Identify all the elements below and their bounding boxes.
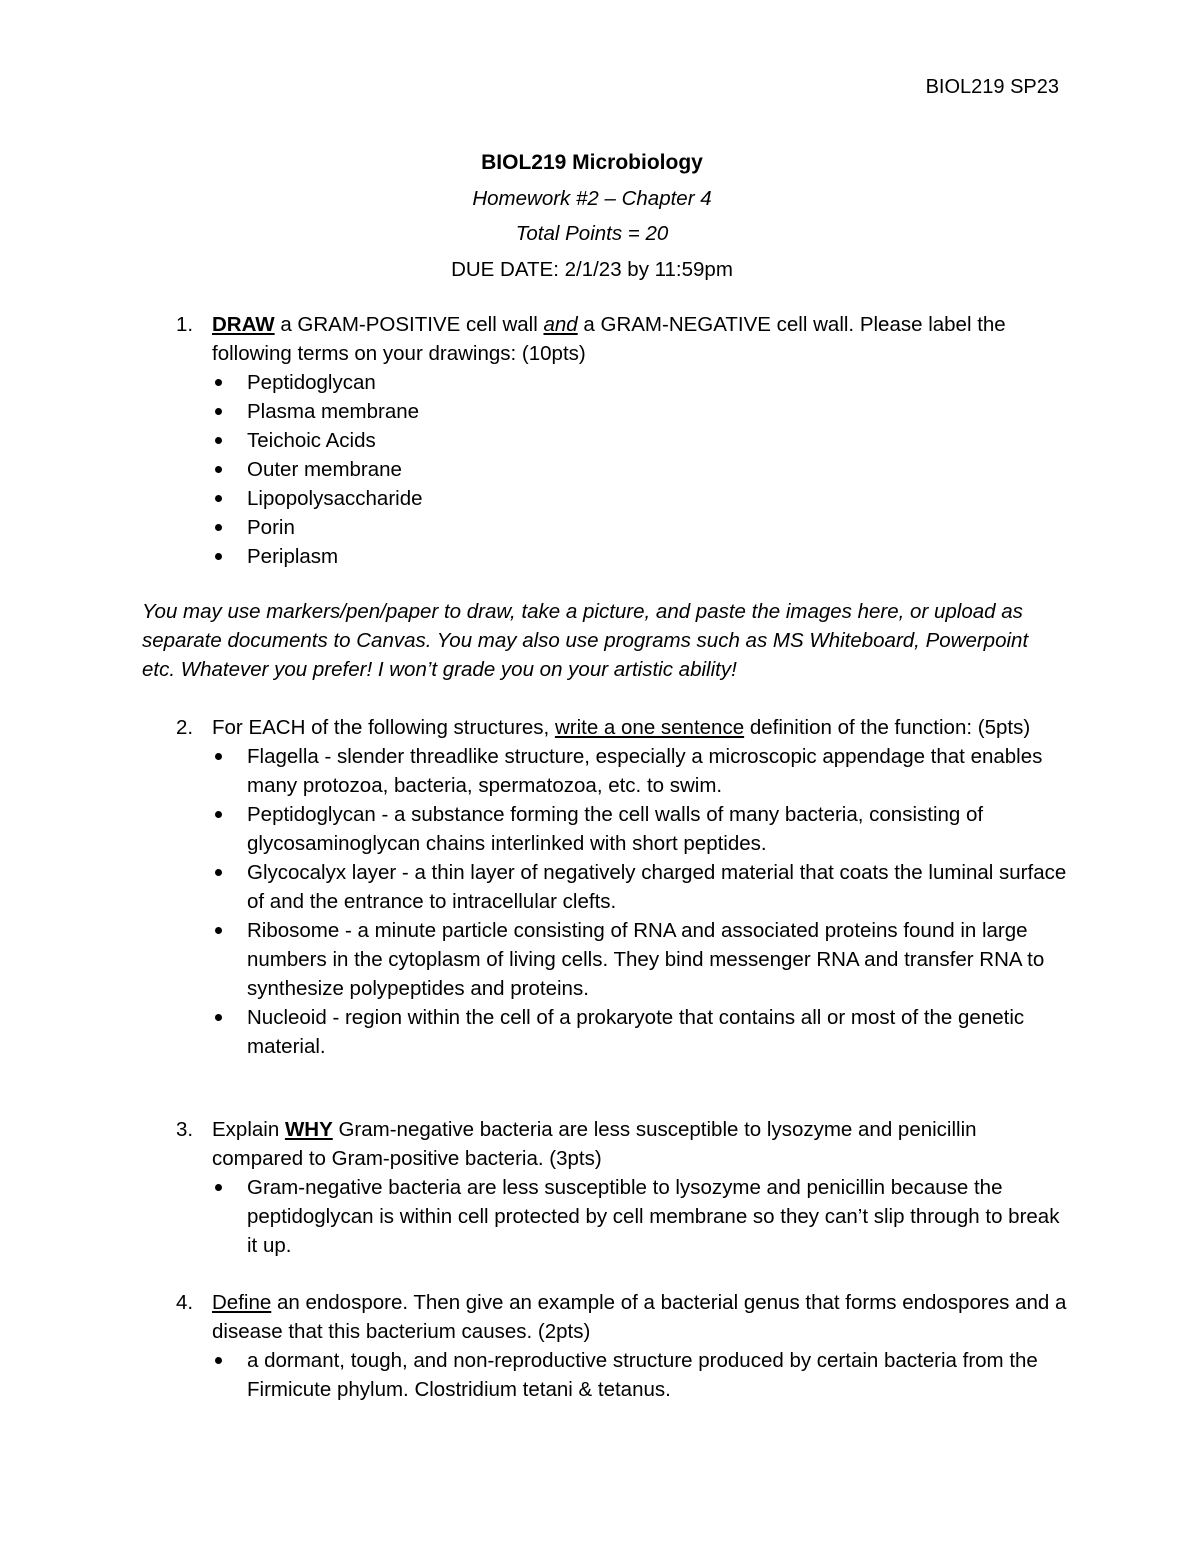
question-1 — [0, 310, 1200, 571]
prompt-text: For EACH of the following structures, — [212, 716, 555, 739]
question-number: 3. — [176, 1118, 194, 1141]
answer-list — [0, 742, 1200, 1061]
question-2-prompt — [0, 713, 1200, 742]
instruction-note — [0, 597, 1200, 684]
list-item: Periplasm — [247, 542, 1070, 571]
prompt-text: a GRAM-POSITIVE cell wall — [274, 313, 544, 336]
emphasis-underline: write a one sentence — [554, 716, 745, 739]
question-3-prompt — [0, 1115, 1200, 1173]
emphasis-define: Define — [212, 1291, 272, 1314]
list-item: Teichoic Acids — [247, 426, 1070, 455]
list-item: Glycocalyx layer - a thin layer of negatively charged material that coats the luminal surface of and the entrance to intracellular clefts. — [247, 858, 1070, 916]
total-points: Total Points = 20 — [515, 222, 669, 245]
term-list — [0, 368, 1200, 571]
prompt-text: definition of the function: (5pts) — [744, 716, 1031, 739]
answer-list — [0, 1173, 1200, 1260]
question-number: 4. — [176, 1291, 194, 1314]
list-item: Gram-negative bacteria are less susceptible to lysozyme and penicillin because the peptidoglycan is within cell protected by cell membrane so they can’t slip through to break it up. — [247, 1173, 1070, 1260]
list-item: Flagella - slender threadlike structure, especially a microscopic appendage that enables many protozoa, bacteria, spermatozoa, etc. to swim. — [247, 742, 1070, 800]
list-item: Porin — [247, 513, 1070, 542]
question-number: 2. — [176, 716, 194, 739]
emphasis-why: WHY — [284, 1118, 333, 1141]
question-1-prompt — [0, 310, 1200, 368]
list-item: Peptidoglycan — [247, 368, 1070, 397]
list-item: Ribosome - a minute particle consisting of RNA and associated proteins found in large numbers in the cytoplasm of living cells. They bind messenger RNA and transfer RNA to synthesize polypeptides and proteins. — [247, 916, 1070, 1003]
list-item: Outer membrane — [247, 455, 1070, 484]
question-4 — [0, 1288, 1200, 1404]
list-item: Lipopolysaccharide — [247, 484, 1070, 513]
page-header: BIOL219 SP23 — [925, 76, 1059, 98]
question-number: 1. — [176, 313, 194, 336]
list-item: Plasma membrane — [247, 397, 1070, 426]
title-block — [0, 145, 1184, 287]
answer-list — [0, 1346, 1200, 1404]
list-item: a dormant, tough, and non-reproductive structure produced by certain bacteria from the Firmicute phylum. Clostridium tetani & tetanus. — [247, 1346, 1070, 1404]
question-2 — [0, 713, 1200, 1061]
list-item: Peptidoglycan - a substance forming the cell walls of many bacteria, consisting of glycosaminoglycan chains interlinked with short peptides. — [247, 800, 1070, 858]
list-item: Nucleoid - region within the cell of a prokaryote that contains all or most of the genetic material. — [247, 1003, 1070, 1061]
prompt-text: Gram-negative bacteria are less susceptible to lysozyme and penicillin compared to Gram-positive bacteria. (3pts) — [212, 1118, 977, 1170]
emphasis-draw: DRAW — [212, 313, 275, 336]
course-title: BIOL219 Microbiology — [481, 151, 703, 174]
prompt-text: a GRAM-NEGATIVE cell wall. Please label the following terms on your drawings: (10pts) — [212, 313, 1006, 365]
question-3 — [0, 1115, 1200, 1260]
homework-subtitle: Homework #2 – Chapter 4 — [472, 186, 712, 210]
prompt-text: Explain — [212, 1118, 285, 1141]
prompt-text: an endospore. Then give an example of a bacterial genus that forms endospores and a disease that this bacterium causes. (2pts) — [212, 1291, 1067, 1343]
emphasis-and: and — [543, 313, 578, 336]
note-text: You may use markers/pen/paper to draw, take a picture, and paste the images here, or upload as separate documents to Canvas. You may also use programs such as MS Whiteboard, Powerpoint etc. Whatever you prefer! I won’t grade you on your artistic ability! — [142, 600, 1029, 681]
question-4-prompt — [0, 1288, 1200, 1346]
due-date: DUE DATE: 2/1/23 by 11:59pm — [451, 257, 733, 281]
